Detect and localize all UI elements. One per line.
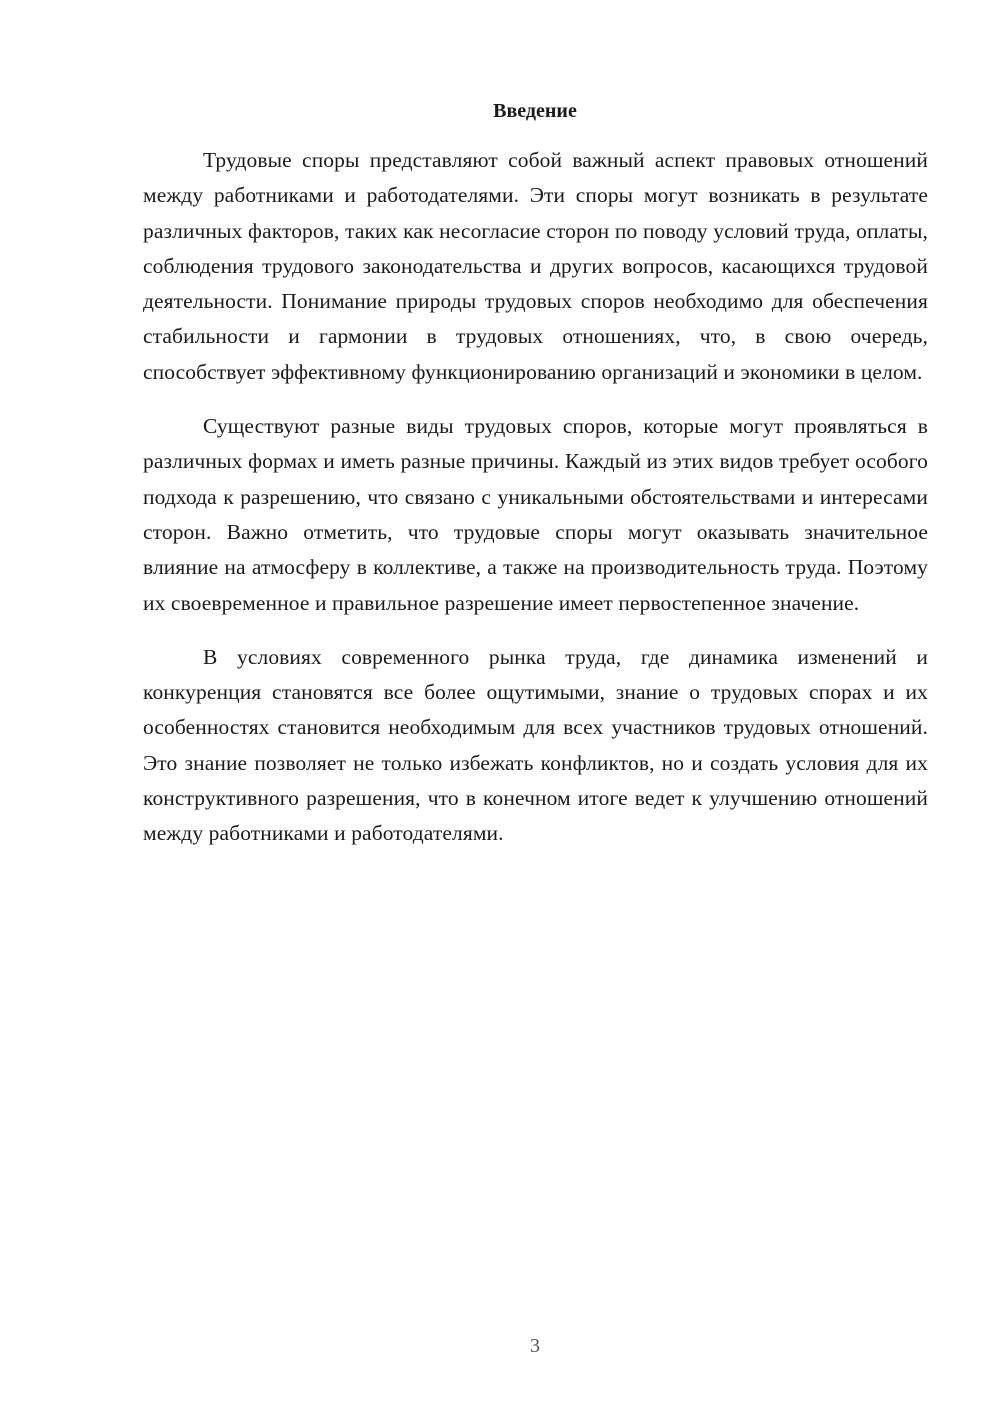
paragraph-3: В условиях современного рынка труда, где динамика изменений и конкуренция становятся все более ощутимыми, знание о трудовых спорах и их особенностях становится необходимым для всех участников трудовых отношений. Это знание позволяет не только избежать конфликтов, но и создать условия для их конструктивного разрешения, что в конечном итоге ведет к улучшению отношений между работниками и работодателями. — [143, 644, 928, 846]
paragraph-1: Трудовые споры представляют собой важный аспект правовых отношений между работниками и работодателями. Эти споры могут возникать в результате различных факторов, таких как несогласие сторон по поводу условий труда, оплаты, соблюдения трудового законодательства и других вопросов, касающихся трудовой деятельности. Понимание природы трудовых споров необходимо для обеспечения стабильности и гармонии в трудовых отношениях, что, в свою очередь, способствует эффективному функционированию организаций и экономики в целом. — [143, 148, 928, 384]
body-text — [143, 143, 928, 871]
paragraph-2: Существуют разные виды трудовых споров, которые могут проявляться в различных формах и иметь разные причины. Каждый из этих видов требует особого подхода к разрешению, что связано с уникальными обстоятельствами и интересами сторон. Важно отметить, что трудовые споры могут оказывать значительное влияние на атмосферу в коллективе, а также на производительность труда. Поэтому их своевременное и правильное разрешение имеет первостепенное значение. — [143, 414, 928, 615]
section-heading: Введение — [493, 100, 577, 122]
page-number: 3 — [530, 1335, 540, 1357]
